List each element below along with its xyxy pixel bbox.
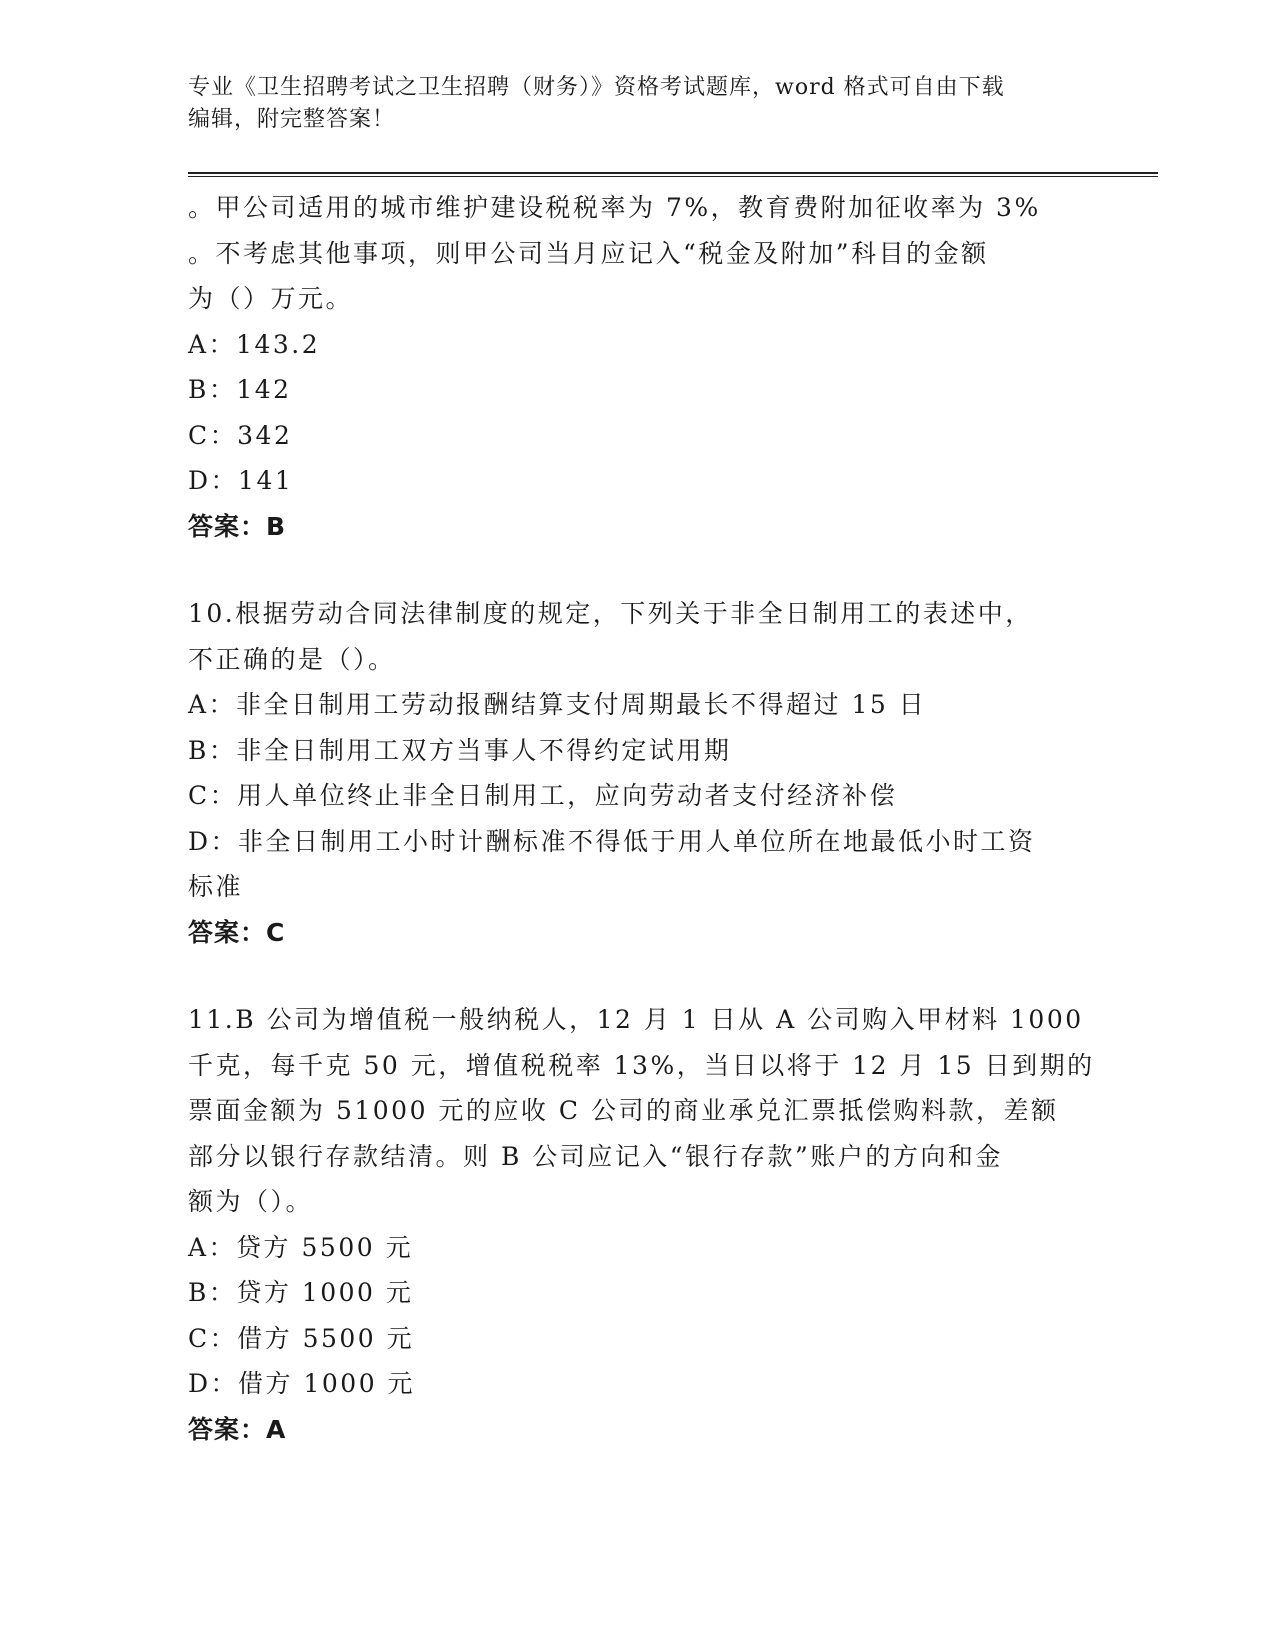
option-b: B：142 [188,375,292,404]
question-text-line: 额为（）。 [188,1187,314,1216]
question-text-line: 不正确的是（）。 [188,644,396,674]
option-a: A：贷方 5500 元 [188,1232,414,1262]
answer-label: 答案：C [188,917,286,947]
option-d: D：非全日制用工小时计酬标准不得低于用人单位所在地最低小时工资 [188,826,1036,856]
option-a: A：非全日制用工劳动报酬结算支付周期最长不得超过 15 日 [188,690,927,719]
question-text-line: 10.根据劳动合同法律制度的规定，下列关于非全日制用工的表述中， [188,599,1033,628]
option-d-continued: 标准 [188,872,244,901]
question-text-line: 。不考虑其他事项，则甲公司当月应记入“税金及附加”科目的金额 [188,238,989,268]
question-text-line: 11.B 公司为增值税一般纳税人，12 月 1 日从 A 公司购入甲材料 1000 [188,1005,1084,1034]
document-page [188,72,1158,1452]
option-c: C：借方 5500 元 [188,1323,415,1353]
option-b: B：贷方 1000 元 [188,1278,414,1307]
header-line-1: 专业《卫生招聘考试之卫生招聘（财务）》资格考试题库，word 格式可自由下载 [188,75,1005,100]
question-text-line: 部分以银行存款结清。则 B 公司应记入“银行存款”账户的方向和金 [188,1141,1003,1171]
option-d: D：借方 1000 元 [188,1369,416,1398]
option-d: D：141 [188,466,294,495]
question-text-line: 千克，每千克 50 元，增值税税率 13%，当日以将于 12 月 15 日到期的 [188,1050,1095,1080]
answer-label: 答案：A [188,1414,287,1444]
header-divider [188,172,1158,177]
question-list [188,185,1158,1452]
option-c: C：342 [188,420,293,450]
question-text-line: 为（）万元。 [188,284,354,313]
option-b: B：非全日制用工双方当事人不得约定试用期 [188,735,732,765]
question-text-line: 。甲公司适用的城市维护建设税税率为 7%，教育费附加征收率为 3% [188,193,1041,222]
header-line-2: 编辑，附完整答案！ [188,107,396,132]
question-10 [188,591,1158,955]
question-text-line: 票面金额为 51000 元的应收 C 公司的商业承兑汇票抵偿购料款，差额 [188,1096,1059,1125]
document-header [188,72,1068,136]
question-9 [188,185,1158,549]
question-11 [188,997,1158,1452]
option-a: A：143.2 [188,329,321,359]
option-c: C：用人单位终止非全日制用工，应向劳动者支付经济补偿 [188,781,898,810]
answer-label: 答案：B [188,511,287,541]
